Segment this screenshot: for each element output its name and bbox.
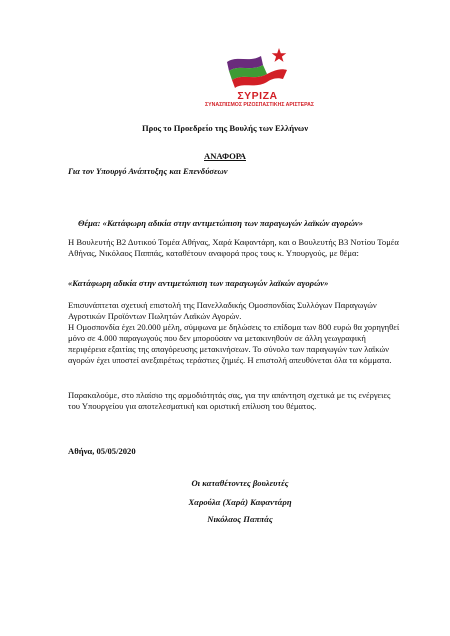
document-title: ΑΝΑΦΟΡΑ: [204, 151, 246, 161]
syriza-flag-star-icon: [223, 46, 293, 90]
subject-text: «Κατάφωρη αδικία στην αντιμετώπιση των παραγωγών λαϊκών αγορών»: [102, 218, 364, 228]
party-name: ΣΥΡΙΖΑ: [237, 90, 278, 102]
signatory-name: Χαρούλα (Χαρά) Καφαντάρη: [188, 497, 292, 507]
party-subtitle: ΣΥΝΑΣΠΙΣΜΟΣ ΡΙΖΟΣΠΑΣΤΙΚΗΣ ΑΡΙΣΤΕΡΑΣ: [205, 102, 314, 108]
subject-repeat: «Κατάφωρη αδικία στην αντιμετώπιση των παραγωγών λαϊκών αγορών»: [68, 278, 329, 288]
recipient-line: Προς το Προεδρείο της Βουλής των Ελλήνων: [141, 123, 309, 133]
subject-line: [78, 218, 363, 229]
body-paragraph: Η Ομοσπονδία έχει 20.000 μέλη, σύμφωνα με δηλώσεις το επίδομα των 800 ευρώ θα χορηγηθεί μόνο σε 4.000 παραγωγούς που δεν μπορούσαν να μετακινηθούν σε άλλη γεωγραφική περιφέρεια εξαιτίας της απαγόρευσης μετακινήσεων. Το σύνολο των παραγωγών των λαϊκών αγορών έχει υποστεί ανεξαιρέτως τεράστιες ζημιές. Η επιστολή απευθύνεται όλα τα κόμματα.: [68, 322, 400, 365]
body-paragraph: Επισυνάπτεται σχετική επιστολή της Πανελλαδικής Ομοσπονδίας Συλλόγων Παραγωγών Αγροτικών Προϊόντων Πωλητών Λαϊκών Αγορών.: [68, 300, 377, 321]
logo-star-icon: [271, 48, 286, 62]
intro-paragraph: Η Βουλευτής Β2 Δυτικού Τομέα Αθήνας, Χαρά Καφαντάρη, και ο Βουλευτής Β3 Νοτίου Τομέα Αθήνας, Νικόλαος Παππάς, καταθέτουν αναφορά προς τους κ. Υπουργούς, με θέμα:: [68, 237, 399, 258]
signatories-heading: Οι καταθέτοντες βουλευτές: [191, 478, 289, 488]
date-line: Αθήνα, 05/05/2020: [68, 446, 136, 456]
signatories-block: [140, 478, 340, 525]
signatory-name: Νικόλαος Παππάς: [207, 514, 273, 524]
request-paragraph: Παρακαλούμε, στο πλαίσιο της αρμοδιότητάς σας, για την απάντηση σχετικά με τις ενέργειες του Υπουργείου για αποτελεσματική και οριστική επίλυση του θέματος.: [68, 390, 391, 411]
subject-label: Θέμα:: [78, 218, 101, 228]
body-section: [68, 300, 400, 366]
addressee-line: Για τον Υπουργό Ανάπτυξης και Επενδύσεων: [68, 166, 228, 176]
party-logo: [205, 46, 314, 109]
